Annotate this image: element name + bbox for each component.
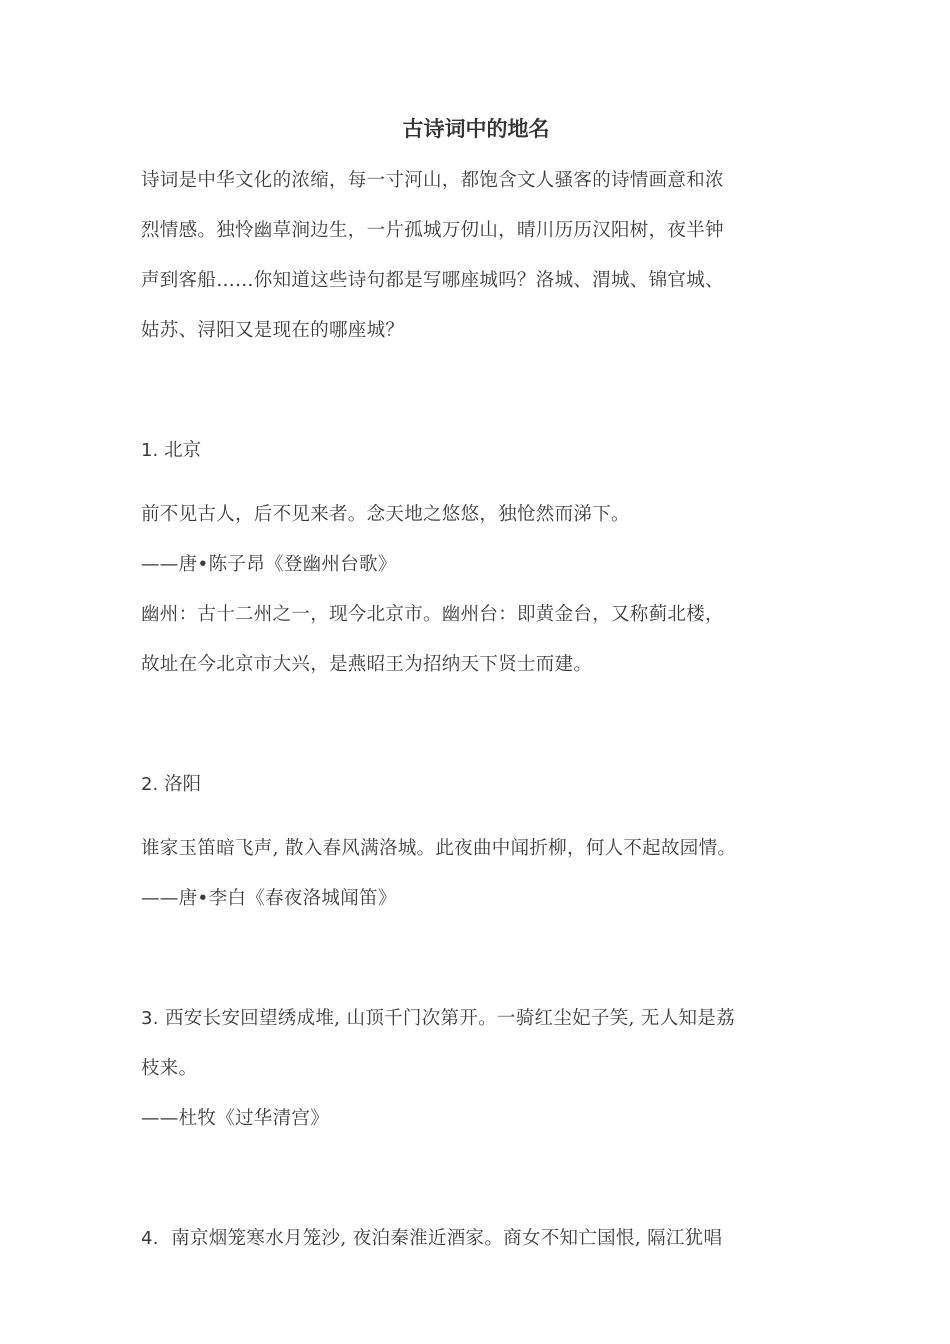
section-luoyang xyxy=(141,760,811,924)
section-number: 2. xyxy=(141,774,159,795)
intro-line: 声到客船……你知道这些诗句都是写哪座城吗？洛城、渭城、锦官城、 xyxy=(141,270,724,291)
poem-line: 前不见古人，后不见来者。念天地之悠悠，独怆然而涕下。 xyxy=(141,504,630,525)
intro-paragraph xyxy=(141,156,811,356)
spacer xyxy=(141,690,811,760)
intro-line: 姑苏、浔阳又是现在的哪座城？ xyxy=(141,320,405,341)
document-page xyxy=(141,112,811,1264)
section-name: 北京 xyxy=(164,440,202,461)
spacer xyxy=(141,810,811,824)
poem-line xyxy=(141,994,811,1044)
section-heading xyxy=(141,426,811,476)
section-beijing xyxy=(141,426,811,690)
poem-text: 西安长安回望绣成堆, 山顶千门次第开。一骑红尘妃子笑, 无人知是荔 xyxy=(164,1008,735,1029)
section-xian xyxy=(141,994,811,1144)
poem-line: 谁家玉笛暗飞声, 散入春风满洛城。此夜曲中闻折柳，何人不起故园情。 xyxy=(141,838,737,859)
intro-line: 诗词是中华文化的浓缩，每一寸河山，都饱含文人骚客的诗情画意和浓 xyxy=(141,170,724,191)
poem-author: ——杜牧《过华清宫》 xyxy=(141,1108,330,1129)
spacer xyxy=(141,1144,811,1214)
section-number: 3. xyxy=(141,1008,159,1029)
note-line: 幽州：古十二州之一，现今北京市。幽州台：即黄金台，又称蓟北楼， xyxy=(141,604,724,625)
poem-author: ——唐•李白《春夜洛城闻笛》 xyxy=(141,888,397,909)
spacer xyxy=(141,476,811,490)
poem-line xyxy=(141,1214,811,1264)
poem-text: 南京烟笼寒水月笼沙, 夜泊秦淮近酒家。商女不知亡国恨, 隔江犹唱 xyxy=(171,1228,723,1249)
section-name: 洛阳 xyxy=(164,774,202,795)
intro-line: 烈情感。独怜幽草涧边生，一片孤城万仞山，晴川历历汉阳树，夜半钟 xyxy=(141,220,724,241)
section-number: 4. xyxy=(141,1228,159,1249)
spacer xyxy=(141,356,811,426)
note-line: 故址在今北京市大兴，是燕昭王为招纳天下贤士而建。 xyxy=(141,654,593,675)
spacer xyxy=(141,924,811,994)
section-heading xyxy=(141,760,811,810)
poem-author: ——唐•陈子昂《登幽州台歌》 xyxy=(141,554,397,575)
poem-line: 枝来。 xyxy=(141,1058,198,1079)
section-number: 1. xyxy=(141,440,159,461)
section-nanjing xyxy=(141,1214,811,1264)
document-title: 古诗词中的地名 xyxy=(402,117,550,141)
